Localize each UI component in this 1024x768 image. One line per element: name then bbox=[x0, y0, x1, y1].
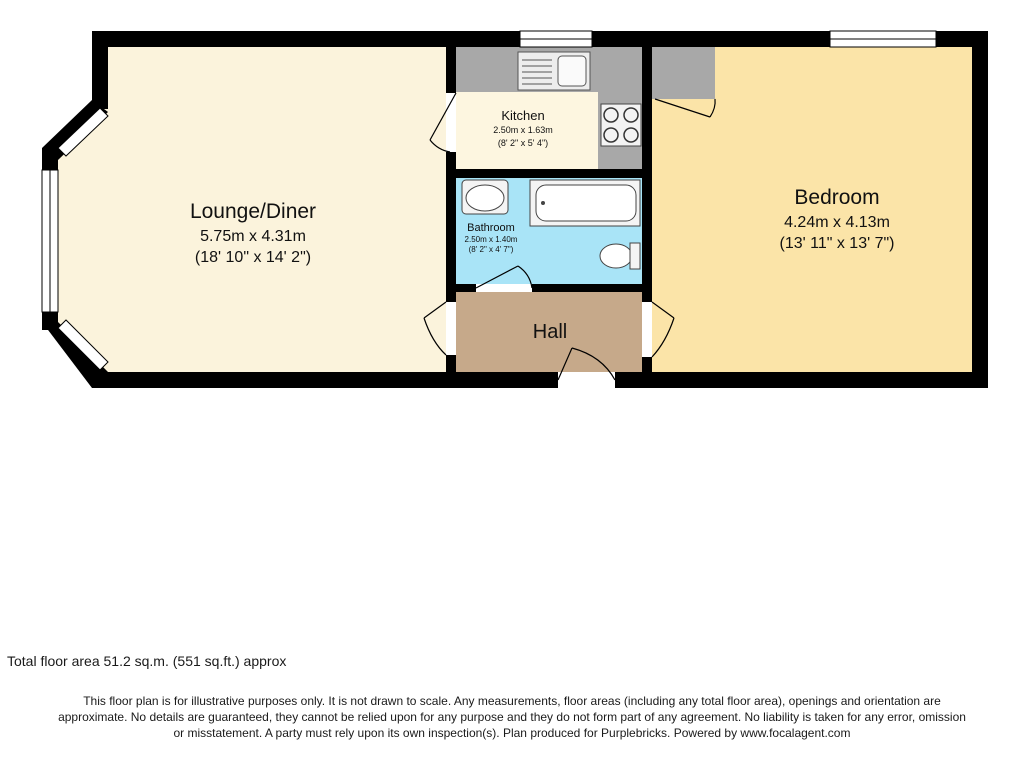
disclaimer-line-1: This floor plan is for illustrative purposes only. It is not drawn to scale. Any measurements, floor areas (including any total floor area), openings and orientation are bbox=[83, 694, 941, 708]
bathroom-basin bbox=[462, 180, 508, 214]
label-bedroom bbox=[779, 186, 894, 252]
disclaimer bbox=[0, 693, 1024, 741]
label-hall bbox=[533, 321, 567, 343]
total-floor-area: Total floor area 51.2 sq.m. (551 sq.ft.) approx bbox=[7, 653, 287, 669]
bathroom-imperial: (8' 2" x 4' 7") bbox=[468, 245, 514, 254]
label-bathroom bbox=[465, 222, 518, 254]
lounge-metric: 5.75m x 4.31m bbox=[200, 228, 306, 245]
lounge-name: Lounge/Diner bbox=[189, 200, 317, 223]
disclaimer-line-3: or misstatement. A party must rely upon its own inspection(s). Plan produced for Purplebricks. Powered by www.focalagent.com bbox=[173, 726, 851, 740]
bathroom-name: Bathroom bbox=[467, 222, 515, 234]
bedroom-metric: 4.24m x 4.13m bbox=[784, 214, 890, 231]
bedroom-wardrobe bbox=[652, 47, 715, 99]
kitchen-name: Kitchen bbox=[501, 108, 545, 123]
window-bedroom bbox=[830, 31, 936, 47]
bedroom-imperial: (13' 11" x 13' 7") bbox=[779, 235, 895, 252]
kitchen-metric: 2.50m x 1.63m bbox=[493, 125, 553, 135]
label-kitchen bbox=[493, 108, 553, 148]
window-bay-side bbox=[42, 170, 58, 312]
kitchen-imperial: (8' 2" x 5' 4") bbox=[497, 138, 549, 148]
lounge-imperial: (18' 10" x 14' 2") bbox=[194, 249, 312, 266]
window-kitchen bbox=[520, 31, 592, 47]
bathroom-toilet bbox=[600, 243, 640, 269]
bedroom-name: Bedroom bbox=[794, 186, 880, 209]
bathroom-bath bbox=[530, 180, 640, 226]
label-lounge bbox=[190, 200, 316, 266]
kitchen-sink bbox=[518, 52, 590, 90]
disclaimer-line-2: approximate. No details are guaranteed, they cannot be relied upon for any purpose and they do not form part of any agreement. No liability is taken for any error, omission bbox=[58, 710, 966, 724]
kitchen-hob bbox=[601, 104, 641, 146]
bathroom-metric: 2.50m x 1.40m bbox=[464, 235, 518, 244]
hall-name: Hall bbox=[532, 321, 568, 343]
